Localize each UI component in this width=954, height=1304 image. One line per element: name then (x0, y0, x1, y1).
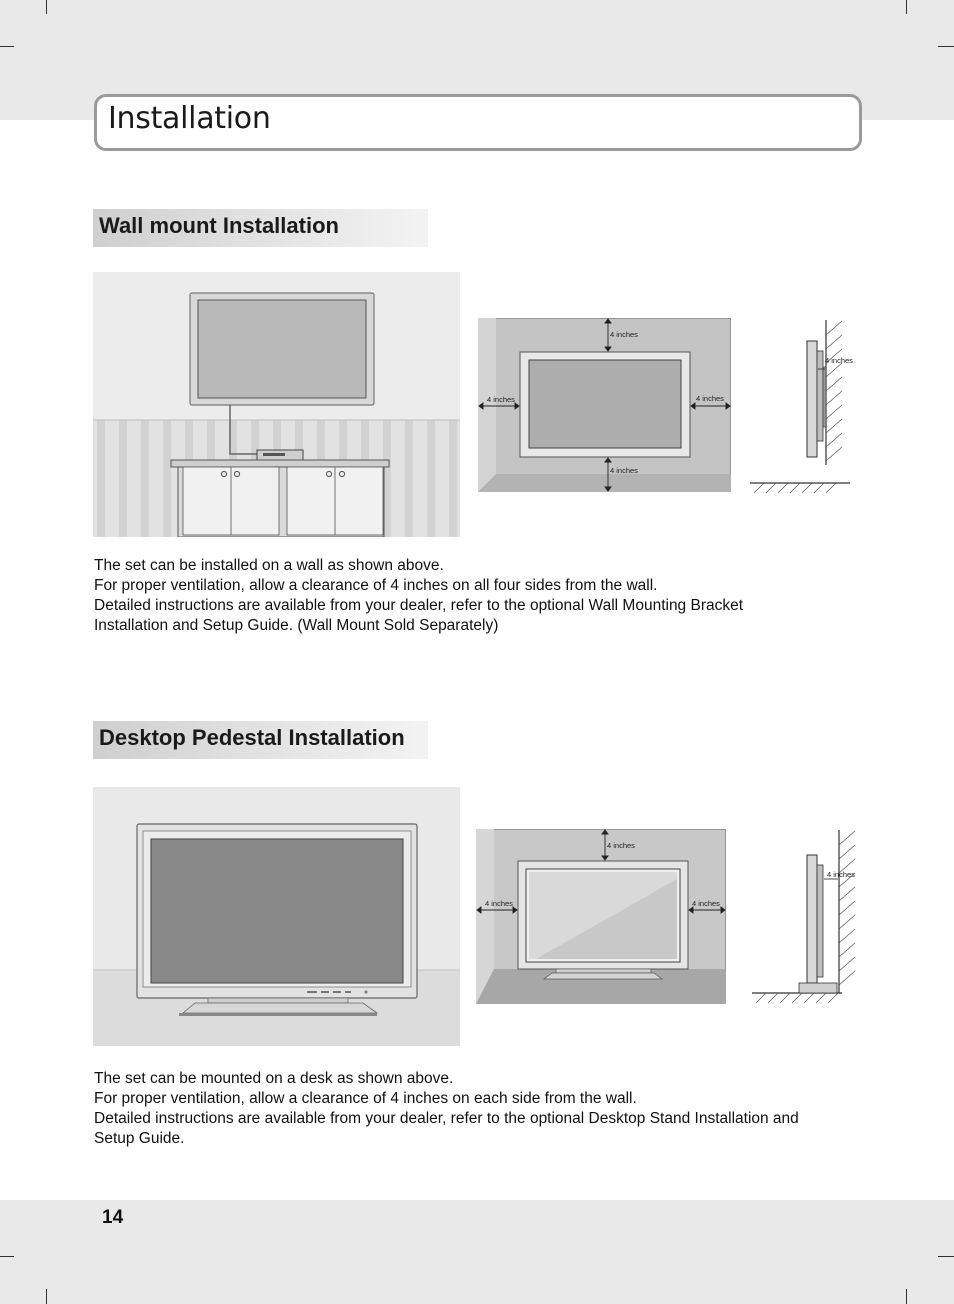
clearance-label-side: 4 inches (825, 356, 853, 365)
clearance-label-bottom: 4 inches (610, 466, 638, 475)
crop-mark (938, 1256, 954, 1257)
crop-mark (46, 1289, 47, 1304)
clearance-label-side: 4 inches (827, 870, 855, 879)
page-number: 14 (102, 1207, 124, 1228)
clearance-label-right: 4 inches (696, 394, 724, 403)
desktop-pedestal-description (94, 1069, 799, 1149)
wall-mount-clearance-side-diagram (750, 315, 860, 495)
wall-mount-text-line: Detailed instructions are available from your dealer, refer to the optional Wall Mounting Bracket (94, 597, 744, 614)
wall-mount-text-line: For proper ventilation, allow a clearance of 4 inches on all four sides from the wall. (94, 577, 658, 594)
clearance-label-right: 4 inches (692, 899, 720, 908)
crop-mark (906, 0, 907, 14)
clearance-label-top: 4 inches (607, 841, 635, 850)
section-heading-desktop-pedestal: Desktop Pedestal Installation (99, 725, 405, 750)
wall-mount-text-line: The set can be installed on a wall as shown above. (94, 557, 444, 574)
wall-mount-description (94, 556, 743, 636)
desktop-text-line: For proper ventilation, allow a clearance of 4 inches on each side from the wall. (94, 1090, 637, 1107)
desktop-text-line: Detailed instructions are available from your dealer, refer to the optional Desktop Stand Installation and (94, 1110, 799, 1127)
clearance-label-left: 4 inches (485, 899, 513, 908)
page-title: Installation (108, 101, 271, 136)
wall-mount-text-line: Installation and Setup Guide. (Wall Mount Sold Separately) (94, 617, 499, 634)
section-heading-wall-mount: Wall mount Installation (99, 213, 339, 238)
crop-mark (46, 0, 47, 14)
desktop-text-line: Setup Guide. (94, 1130, 185, 1147)
desktop-room-illustration (93, 787, 460, 1046)
clearance-label-top: 4 inches (610, 330, 638, 339)
crop-mark (0, 46, 14, 47)
clearance-label-left: 4 inches (487, 395, 515, 404)
wall-mount-clearance-front-diagram (478, 318, 731, 492)
crop-mark (0, 1256, 14, 1257)
wall-mount-room-illustration (93, 272, 460, 537)
desktop-text-line: The set can be mounted on a desk as shown above. (94, 1070, 454, 1087)
crop-mark (938, 46, 954, 47)
footer-band (0, 1200, 954, 1304)
crop-mark (906, 1289, 907, 1304)
desktop-clearance-front-diagram (476, 829, 726, 1004)
desktop-clearance-side-diagram (752, 825, 862, 1005)
